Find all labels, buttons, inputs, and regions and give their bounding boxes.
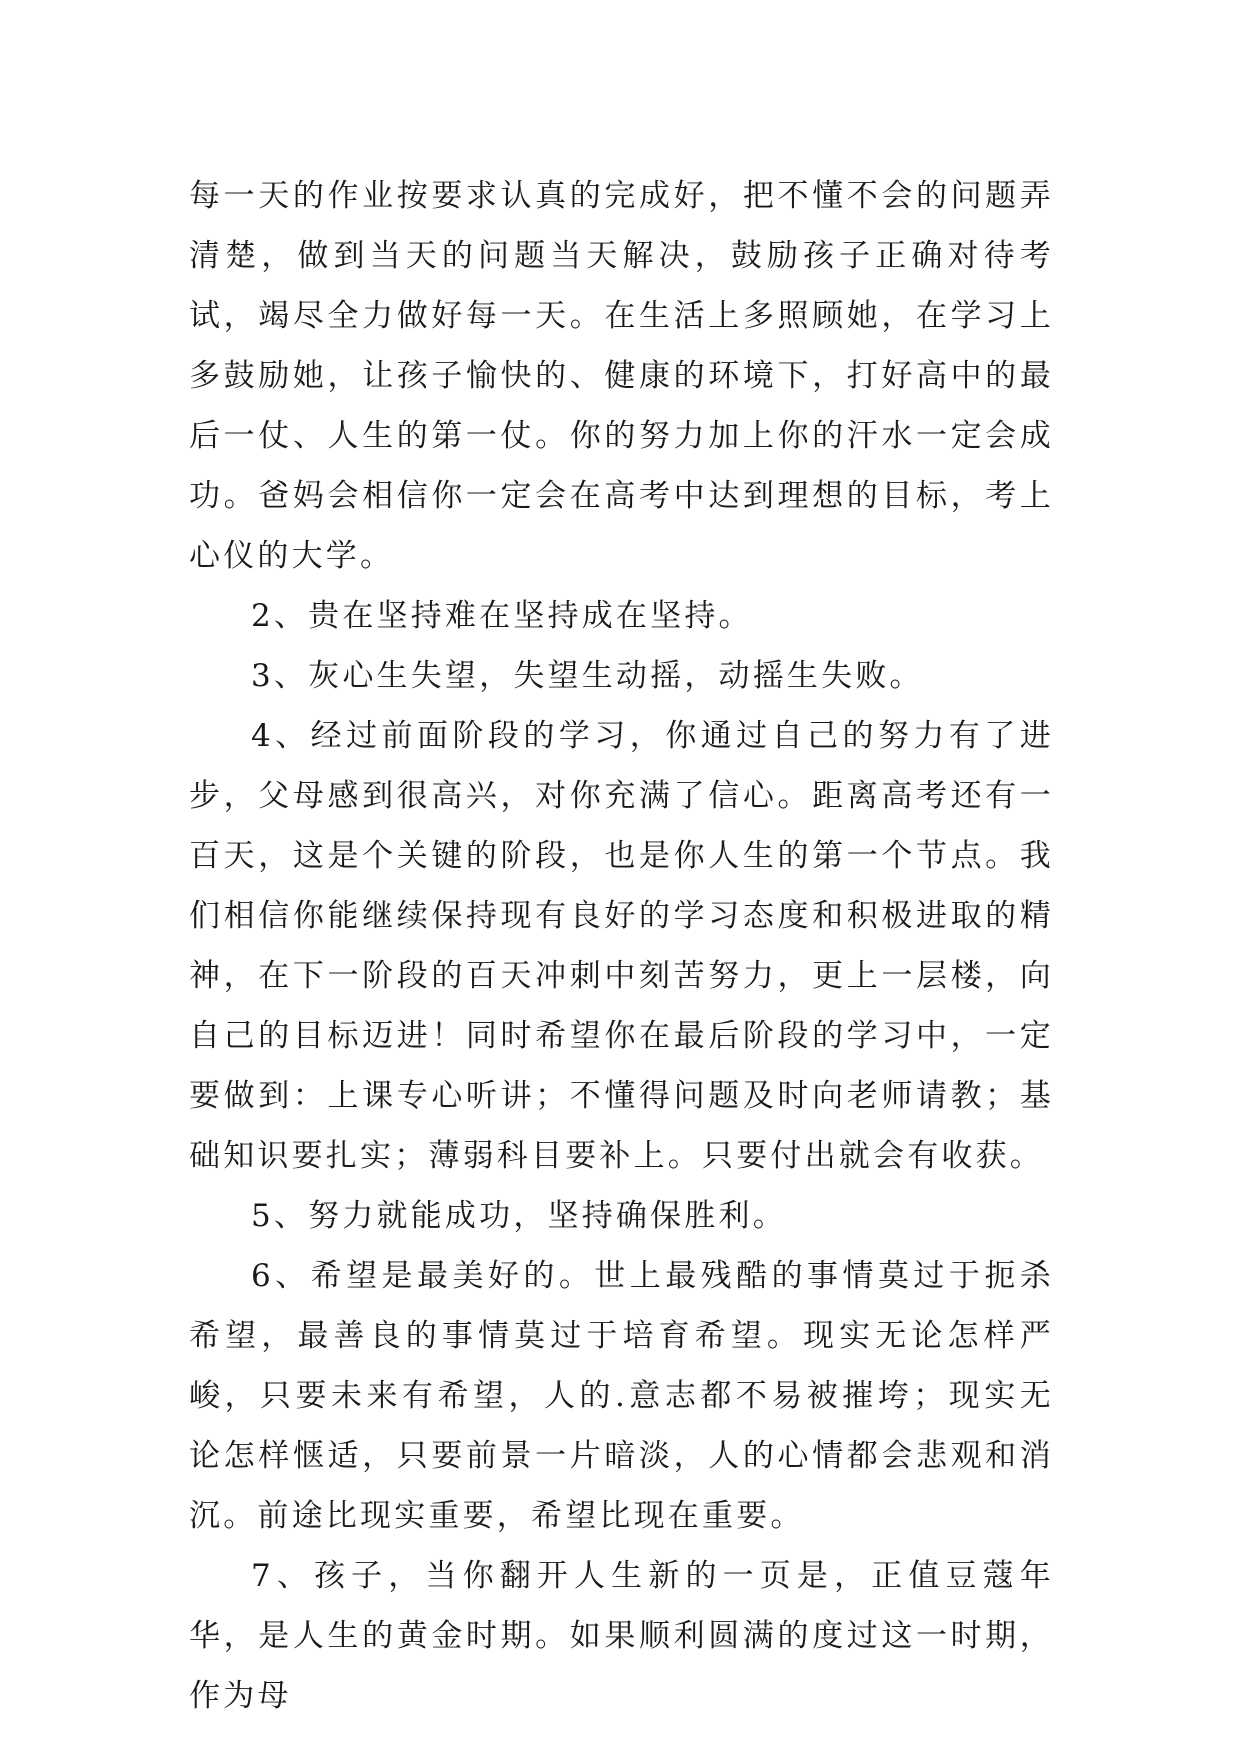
paragraph-item-5: 5、努力就能成功，坚持确保胜利。 xyxy=(251,1198,787,1234)
paragraph-item-3: 3、灰心生失望，失望生动摇，动摇生失败。 xyxy=(251,658,924,694)
paragraph-continuation: 每一天的作业按要求认真的完成好，把不懂不会的问题弄清楚，做到当天的问题当天解决，鼓励孩子正确对待考试，竭尽全力做好每一天。在生活上多照顾她，在学习上多鼓励她，让孩子愉快的、健康的环境下，打好高中的最后一仗、人生的第一仗。你的努力加上你的汗水一定会成功。爸妈会相信你一定会在高考中达到理想的目标，考上心仪的大学。 xyxy=(189,178,1054,574)
paragraph-item-7: 7、孩子，当你翻开人生新的一页是，正值豆蔻年华，是人生的黄金时期。如果顺利圆满的度过这一时期，作为母 xyxy=(189,1558,1054,1714)
paragraph-item-6: 6、希望是最美好的。世上最残酷的事情莫过于扼杀希望，最善良的事情莫过于培育希望。现实无论怎样严峻，只要未来有希望，人的.意志都不易被摧垮；现实无论怎样惬适，只要前景一片暗淡，人的心情都会悲观和消沉。前途比现实重要，希望比现在重要。 xyxy=(189,1258,1054,1534)
paragraph-item-2: 2、贵在坚持难在坚持成在坚持。 xyxy=(251,598,753,634)
document-body xyxy=(189,166,1054,1726)
paragraph-item-4: 4、经过前面阶段的学习，你通过自己的努力有了进步，父母感到很高兴，对你充满了信心。距离高考还有一百天，这是个关键的阶段，也是你人生的第一个节点。我们相信你能继续保持现有良好的学习态度和积极进取的精神，在下一阶段的百天冲刺中刻苦努力，更上一层楼，向自己的目标迈进！同时希望你在最后阶段的学习中，一定要做到：上课专心听讲；不懂得问题及时向老师请教；基础知识要扎实；薄弱科目要补上。只要付出就会有收获。 xyxy=(189,718,1054,1174)
